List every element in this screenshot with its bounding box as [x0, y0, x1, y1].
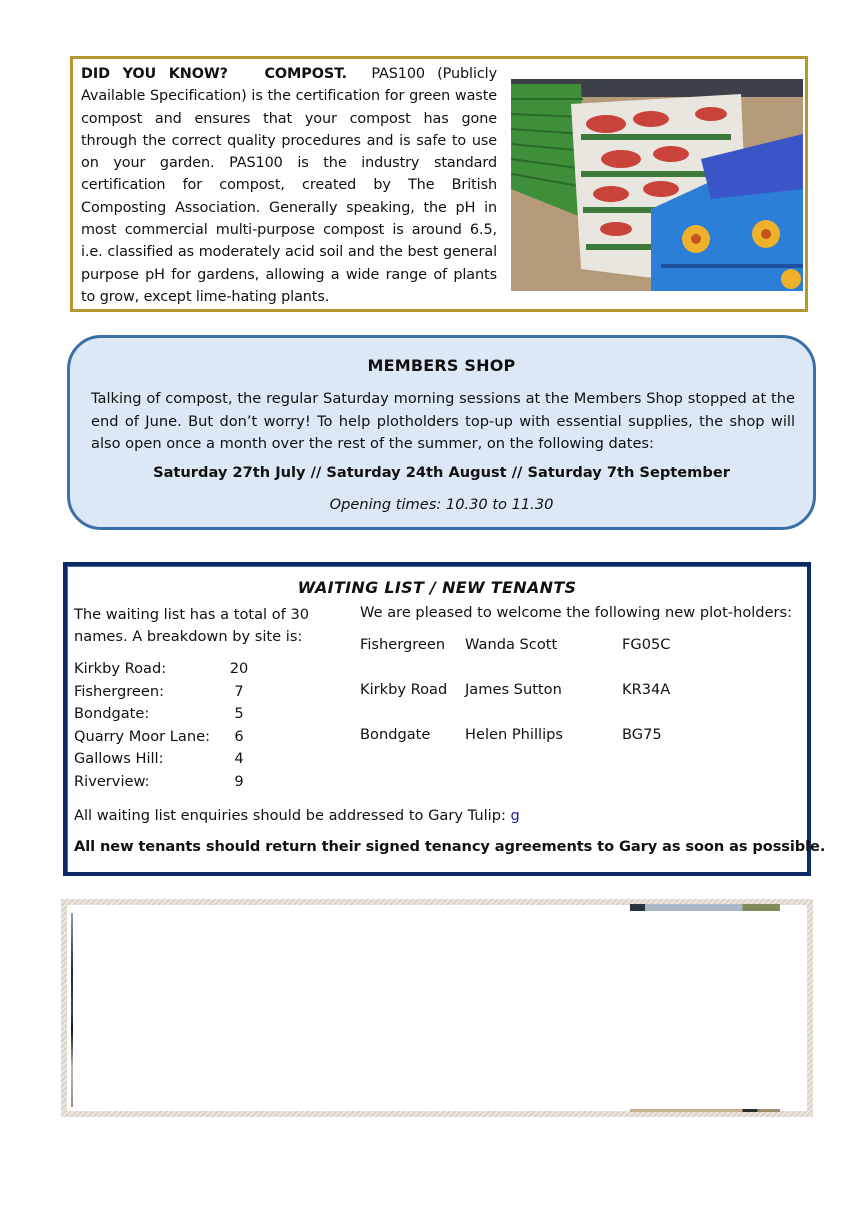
photo-edge-strip: [71, 913, 73, 1107]
tenant-name: Wanda Scott: [465, 636, 558, 653]
site-count: 20: [229, 660, 249, 677]
site-row: [74, 748, 254, 771]
compost-info-box: [70, 56, 808, 312]
tenant-plot: FG05C: [622, 636, 671, 653]
waiting-list-box: [63, 562, 826, 876]
members-shop-box: [67, 335, 816, 530]
site-row: [74, 681, 254, 704]
tenant-site: Fishergreen: [360, 636, 446, 653]
site-row: [74, 771, 254, 794]
photo-edge-top: [630, 904, 780, 911]
members-shop-title: MEMBERS SHOP: [367, 356, 516, 375]
members-shop-opening-times: Opening times: 10.30 to 11.30: [329, 496, 554, 513]
members-shop-body: Talking of compost, the regular Saturday morning sessions at the Members Shop stopped at the end of June. But don’t worry! To help plotholders top-up with essential supplies, the shop will also open once a month over the rest of the summer, on the following dates:: [91, 390, 795, 452]
new-tenants-welcome: We are pleased to welcome the following new plot-holders:: [360, 604, 793, 621]
compost-text: [81, 63, 497, 308]
tenant-name: James Sutton: [465, 681, 562, 698]
compost-bags-photo: [511, 79, 803, 291]
tenant-site: Bondgate: [360, 726, 431, 743]
site-name: Fishergreen:: [74, 682, 165, 700]
gary-tulip-email-link[interactable]: g: [510, 807, 520, 824]
waiting-list-enquiry: [74, 807, 520, 824]
site-name: Bondgate:: [74, 705, 150, 722]
tenant-name: Helen Phillips: [465, 726, 564, 743]
new-tenants-list: [360, 636, 702, 771]
members-shop-dates: Saturday 27th July // Saturday 24th August // Saturday 7th September: [153, 464, 730, 481]
site-name: Riverview:: [74, 772, 150, 790]
site-row: [74, 726, 254, 749]
compost-bags-illustration: [511, 79, 803, 291]
site-count: 9: [234, 772, 244, 790]
photo-edge-bottom: [630, 1109, 780, 1112]
site-row: [74, 658, 254, 681]
tenancy-return-notice: All new tenants should return their signed tenancy agreements to Gary as soon as possible.: [74, 838, 826, 855]
site-name: Gallows Hill:: [74, 750, 164, 767]
compost-heading: COMPOST.: [264, 66, 347, 82]
enquiry-text: All waiting list enquiries should be addressed to Gary Tulip:: [74, 807, 511, 824]
site-row: [74, 703, 254, 726]
waiting-list-site-breakdown: [74, 658, 254, 793]
tenant-plot: KR34A: [622, 681, 671, 698]
did-you-know-heading: DID YOU KNOW?: [81, 66, 228, 82]
waiting-list-intro: The waiting list has a total of 30 names. A breakdown by site is:: [74, 606, 310, 645]
site-count: 6: [234, 727, 244, 745]
site-count: 5: [234, 705, 244, 722]
site-name: Kirkby Road:: [74, 660, 167, 677]
bottom-photo-box: [61, 899, 813, 1117]
tenant-row: [360, 726, 702, 771]
waiting-list-title: WAITING LIST / NEW TENANTS: [297, 578, 577, 597]
compost-body: PAS100 (Publicly Available Specification) is the certification for green waste compost and ensures that your compost has gone through the correct quality procedures and is safe to use on your garden. PAS100 is the industry standard certification for compost, created by The British Composting Association. Generally speaking, the pH in most commercial multi-purpose compost is around 6.5, i.e. classified as moderately acid soil and the best general purpose pH for gardens, allowing a wide range of plants to grow, except lime-hating plants.: [81, 66, 497, 305]
tenant-plot: BG75: [622, 726, 662, 743]
tenant-row: [360, 636, 702, 681]
site-count: 4: [234, 750, 244, 767]
tenant-row: [360, 681, 702, 726]
tenant-site: Kirkby Road: [360, 681, 448, 698]
site-name: Quarry Moor Lane:: [74, 727, 211, 745]
site-count: 7: [234, 682, 244, 700]
